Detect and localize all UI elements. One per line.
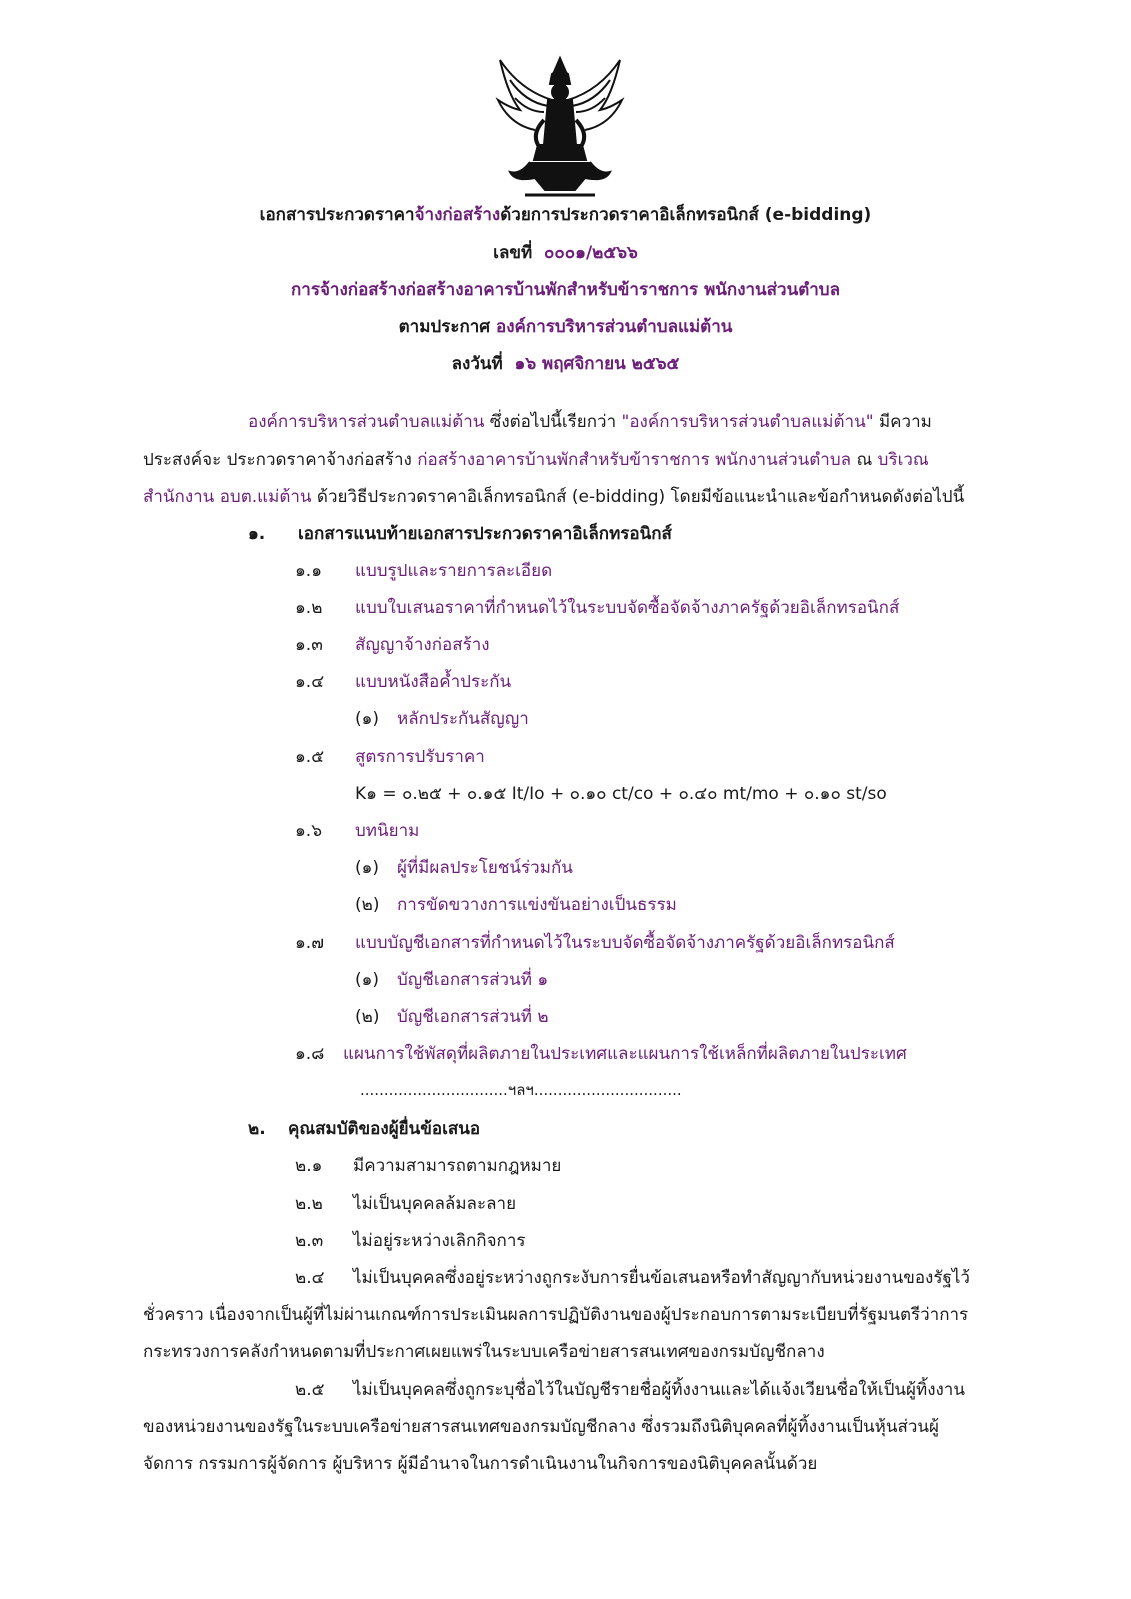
list-subitem [355,705,529,732]
item-text: แบบใบเสนอราคาที่กำหนดไว้ในระบบจัดซื้อจัดจ้างภาครัฐด้วยอิเล็กทรอนิกส์ [355,598,900,618]
item-num: (๑) [355,970,380,990]
item-num: (๑) [355,709,380,729]
title-prefix: เอกสารประกวดราคา [259,205,415,225]
item-num: ๑.๔ [295,672,325,692]
paragraph-2-4-line-3: กระทรวงการคลังกำหนดตามที่ประกาศเผยแพร่ในระบบเครือข่ายสารสนเทศของกรมบัญชีกลาง [143,1342,825,1362]
item-num: ๒.๕ [295,1380,325,1400]
intro-text-end: มีความ [873,412,932,432]
paragraph-2-4-line-2: ชั่วคราว เนื่องจากเป็นผู้ที่ไม่ผ่านเกณฑ์การประเมินผลการปฏิบัติงานของผู้ประกอบการตามระเบียบที่รัฐมนตรีว่าการ [143,1305,969,1325]
item-text: แบบบัญชีเอกสารที่กำหนดไว้ในระบบจัดซื้อจัดจ้างภาครัฐด้วยอิเล็กทรอนิกส์ [355,933,895,953]
item-text: บัญชีเอกสารส่วนที่ ๑ [397,970,549,990]
item-text: การขัดขวางการแข่งขันอย่างเป็นธรรม [397,895,677,915]
announce-org: องค์การบริหารส่วนตำบลแม่ต้าน [496,317,733,337]
list-item [295,594,899,621]
intro-place-2: สำนักงาน อบต.แม่ต้าน [143,487,312,507]
list-item [295,668,511,695]
list-subitem [355,854,573,881]
garuda-emblem-icon [490,50,630,200]
item-text: บัญชีเอกสารส่วนที่ ๒ [397,1007,549,1027]
item-text: แบบหนังสือค้ำประกัน [355,672,512,692]
project-title: การจ้างก่อสร้างก่อสร้างอาคารบ้านพักสำหรับข้าราชการ พนักงานส่วนตำบล [291,280,840,300]
item-text: ไม่อยู่ระหว่างเลิกกิจการ [353,1231,526,1251]
intro-text-2: ประสงค์จะ ประกวดราคาจ้างก่อสร้าง [143,450,418,470]
list-item [295,1040,907,1067]
intro-line-3 [143,483,964,510]
list-item [295,817,419,844]
intro-text: ซึ่งต่อไปนี้เรียกว่า [484,412,622,432]
list-subitem [355,966,548,993]
item-num: ๑.๒ [295,598,323,618]
section-1-heading [248,520,672,547]
section-1-num: ๑. [248,524,266,544]
item-text: ไม่เป็นบุคคลซึ่งถูกระบุชื่อไว้ในบัญชีรายชื่อผู้ทิ้งงานและได้แจ้งเวียนชื่อให้เป็นผู้ทิ้งงาน [353,1380,965,1400]
item-text: หลักประกันสัญญา [397,709,529,729]
item-num: ๒.๓ [295,1231,324,1251]
item-num: (๒) [355,895,380,915]
item-num: ๑.๘ [295,1044,325,1064]
intro-line-1 [248,408,932,435]
list-item [295,929,895,956]
item-num: ๑.๓ [295,635,323,655]
item-text: ไม่เป็นบุคคลซึ่งอยู่ระหว่างถูกระงับการยื่นข้อเสนอหรือทำสัญญากับหน่วยงานของรัฐไว้ [353,1268,970,1288]
section-2-heading [248,1115,480,1142]
list-subitem [355,1003,549,1030]
item-text: สูตรการปรับราคา [355,747,485,767]
list-item [295,1190,516,1217]
item-num: (๑) [355,858,380,878]
item-text: ผู้ที่มีผลประโยชน์ร่วมกัน [397,858,573,878]
item-text: บทนิยาม [355,821,420,841]
item-num: ๑.๗ [295,933,324,953]
title-purple: จ้างก่อสร้าง [414,205,501,225]
item-text: สัญญาจ้างก่อสร้าง [355,635,490,655]
item-num: ๑.๖ [295,821,322,841]
document-title [0,201,1131,228]
paragraph-2-5-line-3: จัดการ กรรมการผู้จัดการ ผู้บริหาร ผู้มีอำนาจในการดำเนินงานในกิจการของนิติบุคคลนั้นด้วย [143,1454,818,1474]
intro-org-quoted: "องค์การบริหารส่วนตำบลแม่ต้าน" [621,412,874,432]
item-num: ๒.๔ [295,1268,325,1288]
price-formula: K๑ = ๐.๒๕ + ๐.๑๕ It/Io + ๐.๑๐ ct/co + ๐.๔๐ mt/mo + ๐.๑๐ st/so [355,784,887,804]
section-2-num: ๒. [248,1119,266,1139]
intro-text-3: ด้วยวิธีประกวดราคาอิเล็กทรอนิกส์ (e-bidding) โดยมีข้อแนะนำและข้อกำหนดดังต่อไปนี้ [311,487,965,507]
section-1-title: เอกสารแนบท้ายเอกสารประกวดราคาอิเล็กทรอนิกส์ [298,524,672,544]
list-subitem [355,891,677,918]
list-item [295,557,552,584]
item-num: ๒.๑ [295,1156,323,1176]
item-num: ๑.๑ [295,561,322,581]
title-suffix: ด้วยการประกวดราคาอิเล็กทรอนิกส์ (e-bidding) [500,205,872,225]
intro-at: ณ [851,450,878,470]
list-item [295,631,490,658]
item-num: ๑.๕ [295,747,325,767]
document-number [0,239,1131,266]
list-item [295,1227,526,1254]
section-2-title: คุณสมบัติของผู้ยื่นข้อเสนอ [288,1119,481,1139]
item-text: แบบรูปและรายการละเอียด [355,561,553,581]
item-text: มีความสามารถตามกฎหมาย [353,1156,562,1176]
paragraph-2-5-line-2: ของหน่วยงานของรัฐในระบบเครือข่ายสารสนเทศของกรมบัญชีกลาง ซึ่งรวมถึงนิติบุคคลที่ผู้ทิ้งงานเป็นหุ้นส่วนผู้ [143,1417,940,1437]
announcement-line [0,313,1131,340]
intro-place-1: บริเวณ [877,450,929,470]
number-value: ๐๐๐๑/๒๕๖๖ [544,243,638,263]
list-item [295,743,485,770]
intro-org: องค์การบริหารส่วนตำบลแม่ต้าน [248,412,485,432]
list-item [295,1152,561,1179]
number-label: เลขที่ [493,243,533,263]
intro-line-2 [143,446,929,473]
item-num: ๒.๒ [295,1194,323,1214]
paragraph-2-5-line-1 [295,1376,965,1403]
date-value: ๑๖ พฤศจิกายน ๒๕๖๕ [514,354,680,374]
etc-separator: ...............................ฯลฯ............................... [360,1081,682,1099]
announce-label: ตามประกาศ [398,317,491,337]
intro-project: ก่อสร้างอาคารบ้านพักสำหรับข้าราชการ พนักงานส่วนตำบล [417,450,852,470]
item-text: แผนการใช้พัสดุที่ผลิตภายในประเทศและแผนการใช้เหล็กที่ผลิตภายในประเทศ [343,1044,907,1064]
paragraph-2-4-line-1 [295,1264,970,1291]
item-num: (๒) [355,1007,380,1027]
item-text: ไม่เป็นบุคคลล้มละลาย [353,1194,517,1214]
date-line [0,350,1131,377]
date-label: ลงวันที่ [451,354,503,374]
